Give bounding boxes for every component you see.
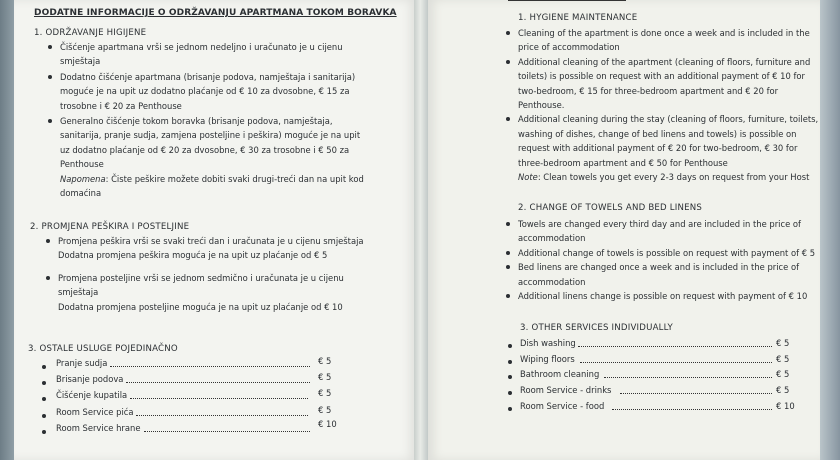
- dotted-leader: [144, 431, 310, 432]
- bullet-icon: [42, 414, 46, 418]
- page-title-left: DODATNE INFORMACIJE O ODRŽAVANJU APARTMANA TOKOM BORAVKA: [34, 8, 397, 18]
- service-name: Room Service - food: [520, 401, 605, 411]
- dotted-leader: [110, 366, 310, 367]
- service-name: Bathroom cleaning: [520, 369, 600, 379]
- section-2-list-left: [58, 234, 410, 314]
- dotted-leader: [136, 415, 308, 416]
- bullet-icon: [48, 45, 52, 49]
- section-1-heading-right: 1. HYGIENE MAINTENANCE: [518, 13, 638, 23]
- note-label: Napomena: [60, 173, 106, 184]
- bullet-icon: [42, 381, 46, 385]
- section-2-list-right: [518, 217, 814, 303]
- list-item: Bed linens are changed once a week and is included in the price of accommodation: [518, 260, 814, 289]
- service-price: € 5: [318, 405, 332, 415]
- section-1-list-right: [518, 26, 819, 184]
- bullet-icon: [508, 391, 512, 395]
- note-text: : Clean towels you get every 2-3 days on request from your Host: [537, 172, 810, 183]
- bullet-icon: [508, 407, 512, 411]
- page-left-montenegrin: [14, 0, 416, 460]
- note-item: [60, 172, 410, 201]
- list-item: Additional change of towels is possible on request with payment of € 5: [518, 246, 814, 260]
- dotted-leader: [620, 393, 772, 394]
- bullet-icon: [46, 276, 50, 280]
- section-1-list-left: [60, 40, 410, 200]
- section-3-heading-left: 3. OSTALE USLUGE POJEDINAČNO: [28, 344, 178, 354]
- bullet-icon: [508, 375, 512, 379]
- list-item: Cleaning of the apartment is done once a week and is included in the price of accommodation: [518, 26, 814, 55]
- dotted-leader: [604, 377, 772, 378]
- service-name: Dish washing: [520, 338, 576, 348]
- service-price: € 5: [776, 338, 790, 348]
- bullet-icon: [42, 365, 46, 369]
- list-item: Additional cleaning of the apartment (cleaning of floors, furniture and toilets) is possible on request with an additional payment of € 10 for two-bedroom, € 15 for three-bedroom apartment and € 20 for Penthouse.: [518, 55, 814, 113]
- bullet-icon: [48, 75, 52, 79]
- service-price: € 10: [318, 419, 337, 429]
- service-price: € 5: [776, 385, 790, 395]
- bullet-icon: [508, 360, 512, 364]
- service-name: Wiping floors: [520, 354, 575, 364]
- dotted-leader: [126, 382, 310, 383]
- list-item: Čišćenje apartmana vrši se jednom nedeljno i uračunato je u cijenu smještaja: [60, 40, 410, 69]
- bullet-icon: [46, 239, 50, 243]
- list-item: Towels are changed every third day and are included in the price of accommodation: [518, 217, 814, 246]
- section-2-heading-left: 2. PROMJENA PEŠKIRA I POSTELJINE: [30, 222, 190, 232]
- bullet-icon: [506, 222, 510, 226]
- service-name: Room Service - drinks: [520, 385, 612, 395]
- service-name: Room Service pića: [56, 407, 134, 417]
- list-item: Dodatno čišćenje apartmana (brisanje podova, namještaja i sanitarija) moguće je na upit uz dodatno plaćanje od € 10 za dvosobne, € 15 za trosobne i € 20 za Penthouse: [60, 70, 410, 113]
- list-item: Additional linens change is possible on request with payment of € 10: [518, 289, 814, 303]
- note-label: Note: [518, 172, 538, 183]
- service-name: Pranje sudja: [56, 358, 108, 368]
- bullet-icon: [42, 430, 46, 434]
- service-price: € 5: [318, 372, 332, 382]
- dotted-leader: [578, 346, 772, 347]
- bullet-icon: [506, 294, 510, 298]
- service-price: € 5: [318, 388, 332, 398]
- note-item: [518, 170, 814, 184]
- dotted-leader: [580, 362, 772, 363]
- list-item: Promjena posteljine vrši se jednom sedmično i uračunata je u cijenu smještaja Dodatna promjena posteljine moguća je na upit uz plaćanje od € 10: [58, 271, 410, 314]
- service-name: Brisanje podova: [56, 374, 124, 384]
- service-price: € 10: [776, 401, 795, 411]
- dotted-leader: [130, 398, 308, 399]
- service-name: Čišćenje kupatila: [56, 390, 128, 400]
- service-name: Room Service hrane: [56, 423, 141, 433]
- list-item: Promjena peškira vrši se svaki treći dan i uračunata je u cijenu smještaja Dodatna promjena peškira moguća je na upit uz plaćanje od € 5: [58, 234, 410, 263]
- bullet-icon: [506, 31, 510, 35]
- list-item: Additional cleaning during the stay (cleaning of floors, furniture, toilets, washing of dishes, change of bed linens and towels) is possible on request with additional payment of € 20 for two-bedroom, € 30 for three-bedroom apartment and € 50 for Penthouse: [518, 112, 814, 170]
- list-item: Generalno čišćenje tokom boravka (brisanje podova, namještaja, sanitarija, pranje sudja, zamjena posteljine i peškira) moguće je na upit uz dodatno plaćanje od € 20 za dvosobne, € 30 za trosobne i € 50 za Penthouse: [60, 114, 410, 172]
- service-price: € 5: [776, 369, 790, 379]
- bullet-icon: [506, 251, 510, 255]
- service-price: € 5: [776, 354, 790, 364]
- service-price: € 5: [318, 356, 332, 366]
- bullet-icon: [506, 265, 510, 269]
- bullet-icon: [506, 60, 510, 64]
- bullet-icon: [42, 397, 46, 401]
- page-right-english: [428, 0, 820, 460]
- section-2-heading-right: 2. CHANGE OF TOWELS AND BED LINENS: [518, 203, 703, 213]
- note-text-cont: domaćina: [60, 188, 102, 199]
- dotted-leader: [612, 409, 772, 410]
- bullet-icon: [48, 119, 52, 123]
- section-1-heading-left: 1. ODRŽAVANJE HIGIJENE: [34, 28, 147, 38]
- bullet-icon: [508, 344, 512, 348]
- note-text: : Čiste peškire možete dobiti svaki drugi-treći dan na upit kod: [105, 173, 364, 184]
- bullet-icon: [506, 117, 510, 121]
- top-rule: [508, 0, 626, 1]
- section-3-heading-right: 3. OTHER SERVICES INDIVIDUALLY: [520, 323, 673, 333]
